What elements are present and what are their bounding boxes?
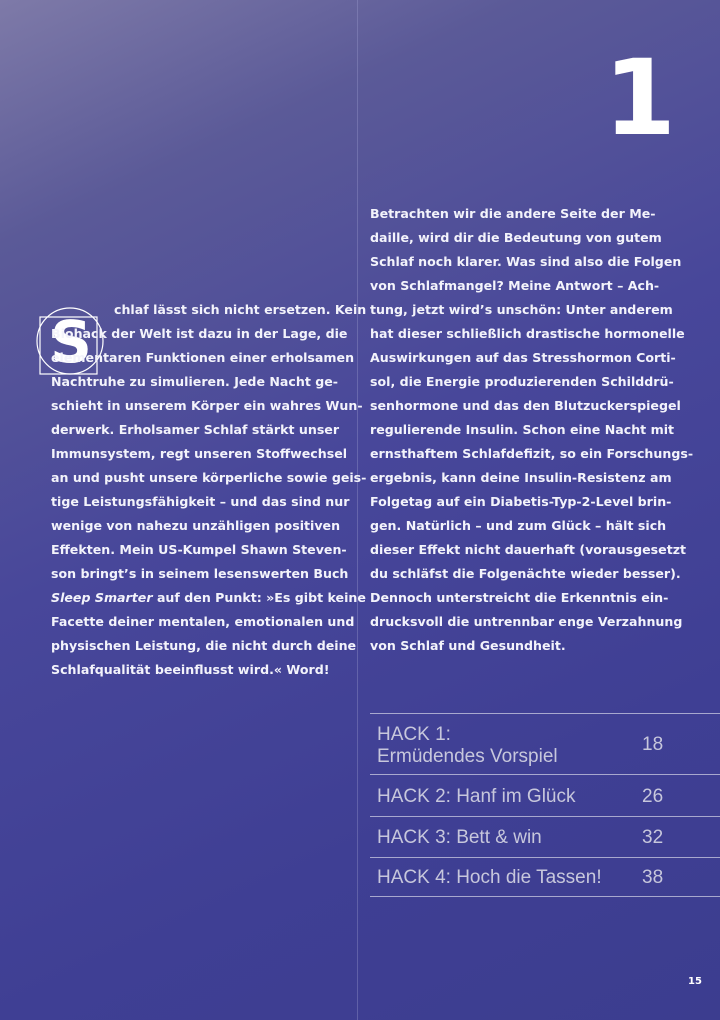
column-divider (357, 0, 358, 1020)
left-column-text (51, 298, 367, 682)
text-line: Facette deiner mentalen, emotionalen und (51, 614, 355, 629)
text-line: elementaren Funktionen einer erholsamen (51, 350, 355, 365)
text-line: Auswirkungen auf das Stresshormon Corti- (370, 350, 676, 365)
hack-page-number: 32 (642, 827, 664, 848)
text-line: Dennoch unterstreicht die Erkenntnis ein- (370, 590, 669, 605)
hack-row-1[interactable] (370, 714, 720, 775)
hack-title-line: HACK 1: (377, 724, 451, 745)
text-line: Folgetag auf ein Diabetis-Typ-2-Level brin- (370, 494, 672, 509)
right-column-text (370, 202, 694, 658)
text-line: Effekten. Mein US-Kumpel Shawn Steven- (51, 542, 347, 557)
text-line: gen. Natürlich – und zum Glück – hält sich (370, 518, 667, 533)
text-line: son bringt’s in seinem lesenswerten Buch (51, 566, 349, 581)
text-line-with-book-title (51, 586, 366, 610)
text-line: ergebnis, kann deine Insulin-Resistenz am (370, 470, 672, 485)
hack-contents-table (370, 713, 720, 897)
hack-title: HACK 3: Bett & win (377, 827, 542, 848)
text-line: tige Leistungsfähigkeit – und das sind nur (51, 494, 350, 509)
text-line: derwerk. Erholsamer Schlaf stärkt unser (51, 422, 340, 437)
text-line: senhormone und das den Blutzuckerspiegel (370, 398, 681, 413)
hack-page-number: 26 (642, 786, 664, 807)
text-line: ernsthaftem Schlafdefizit, so ein Forschungs- (370, 446, 694, 461)
book-title: Sleep Smarter (51, 590, 153, 605)
text-line: regulierende Insulin. Schon eine Nacht mit (370, 422, 675, 437)
hack-page-number: 18 (642, 734, 664, 755)
text-line: wenige von nahezu unzähligen positiven (51, 518, 341, 533)
hack-title: HACK 2: Hanf im Glück (377, 786, 576, 807)
text-line: hat dieser schließlich drastische hormonelle (370, 326, 685, 341)
text-line: Biohack der Welt ist dazu in der Lage, die (51, 326, 348, 341)
text-fragment: auf den Punkt: »Es gibt keine (156, 590, 366, 605)
text-line: Schlaf noch klarer. Was sind also die Folgen (370, 254, 682, 269)
text-line: dieser Effekt nicht dauerhaft (vorausgesetzt (370, 542, 687, 557)
text-line: Nachtruhe zu simulieren. Jede Nacht ge- (51, 374, 339, 389)
text-line: von Schlafmangel? Meine Antwort – Ach- (370, 278, 660, 293)
text-line: daille, wird dir die Bedeutung von gutem (370, 230, 662, 245)
hack-title: HACK 4: Hoch die Tassen! (377, 867, 602, 888)
hack-row-3[interactable] (370, 817, 720, 858)
text-line: physischen Leistung, die nicht durch deine (51, 638, 357, 653)
text-line: Immunsystem, regt unseren Stoffwechsel (51, 446, 348, 461)
text-line: sol, die Energie produzierenden Schilddrü- (370, 374, 674, 389)
page-number: 15 (688, 976, 702, 987)
text-line: schieht in unserem Körper ein wahres Wun- (51, 398, 363, 413)
dropcap-letter: S (50, 308, 92, 376)
text-line: chlaf lässt sich nicht ersetzen. Kein (114, 302, 367, 317)
hack-title-line: Ermüdendes Vorspiel (377, 746, 558, 767)
text-line: von Schlaf und Gesundheit. (370, 638, 566, 653)
hack-page-number: 38 (642, 867, 664, 888)
text-line: an und pusht unsere körperliche sowie geis- (51, 470, 367, 485)
text-line: tung, jetzt wird’s unschön: Unter anderem (370, 302, 673, 317)
text-line: drucksvoll die untrennbar enge Verzahnung (370, 614, 683, 629)
hack-row-4[interactable] (370, 858, 720, 897)
hack-title (377, 724, 558, 768)
text-line: du schläfst die Folgenächte wieder besser). (370, 566, 681, 581)
text-line: Schlafqualität beeinflusst wird.« Word! (51, 662, 330, 677)
text-line: Betrachten wir die andere Seite der Me- (370, 206, 656, 221)
chapter-number: 1 (603, 37, 672, 159)
hack-row-2[interactable] (370, 775, 720, 817)
